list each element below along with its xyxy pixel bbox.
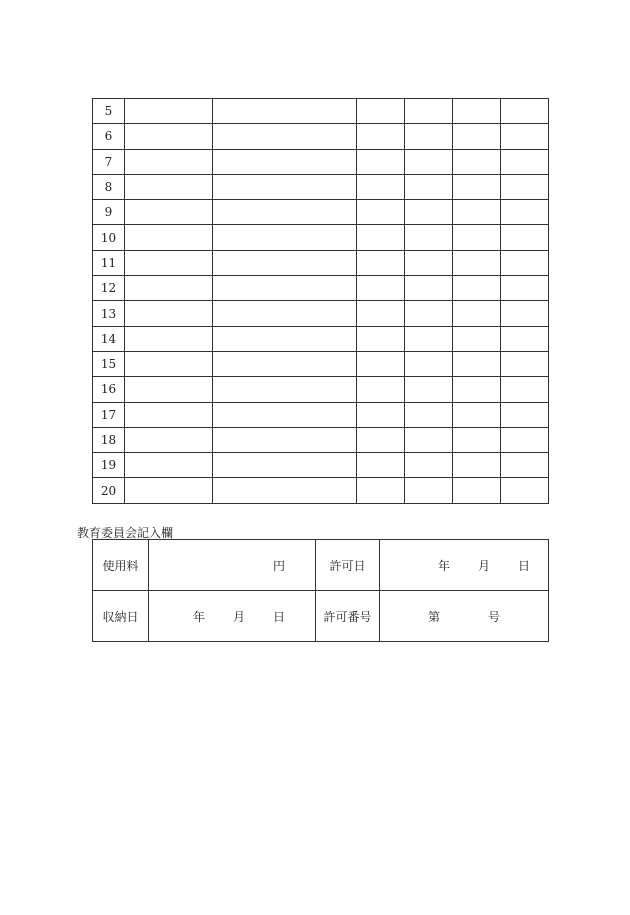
- entry-cell[interactable]: [357, 351, 405, 376]
- entry-cell[interactable]: [405, 326, 453, 351]
- entry-cell[interactable]: [213, 478, 357, 503]
- entry-cell[interactable]: [357, 301, 405, 326]
- entry-cell[interactable]: [405, 99, 453, 124]
- year-unit: 年: [192, 609, 205, 624]
- entry-cell[interactable]: [453, 326, 501, 351]
- entry-cell[interactable]: [405, 301, 453, 326]
- number-suffix: 号: [488, 609, 501, 624]
- permit-date-label: 許可日: [316, 540, 380, 591]
- row-number: 6: [93, 124, 125, 149]
- entry-cell[interactable]: [405, 276, 453, 301]
- table-row: [93, 402, 549, 427]
- entry-cell[interactable]: [501, 124, 549, 149]
- entry-cell[interactable]: [405, 453, 453, 478]
- table-row: [93, 225, 549, 250]
- entry-cell[interactable]: [125, 225, 213, 250]
- entry-cell[interactable]: [213, 427, 357, 452]
- entry-cell[interactable]: [125, 124, 213, 149]
- entry-cell[interactable]: [357, 402, 405, 427]
- usage-fee-label: 使用料: [93, 540, 149, 591]
- receipt-date-label: 収納日: [93, 591, 149, 642]
- row-number: 13: [93, 301, 125, 326]
- month-unit: 月: [232, 609, 245, 624]
- fee-row-1: [93, 540, 549, 591]
- entry-cell[interactable]: [453, 276, 501, 301]
- entry-cell[interactable]: [357, 225, 405, 250]
- entry-cell[interactable]: [501, 225, 549, 250]
- entry-cell[interactable]: [357, 124, 405, 149]
- entry-cell[interactable]: [213, 99, 357, 124]
- entry-cell[interactable]: [501, 402, 549, 427]
- entry-cell[interactable]: [453, 149, 501, 174]
- row-number: 14: [93, 326, 125, 351]
- entry-cell[interactable]: [357, 478, 405, 503]
- entry-cell[interactable]: [357, 200, 405, 225]
- entry-cell[interactable]: [405, 225, 453, 250]
- table-row: [93, 99, 549, 124]
- table-row: [93, 301, 549, 326]
- table-row: [93, 174, 549, 199]
- entry-cell[interactable]: [213, 453, 357, 478]
- entry-cell[interactable]: [501, 326, 549, 351]
- entry-cell[interactable]: [501, 478, 549, 503]
- entry-cell[interactable]: [453, 200, 501, 225]
- entry-cell[interactable]: [357, 250, 405, 275]
- fee-row-2: [93, 591, 549, 642]
- entry-cell[interactable]: [213, 276, 357, 301]
- entry-cell[interactable]: [357, 149, 405, 174]
- month-unit: 月: [477, 558, 490, 573]
- entry-cell[interactable]: [453, 453, 501, 478]
- row-number: 9: [93, 200, 125, 225]
- entry-cell[interactable]: [125, 99, 213, 124]
- row-number: 19: [93, 453, 125, 478]
- yen-unit: 円: [272, 558, 285, 573]
- section-title: 教育委員会記入欄: [77, 526, 174, 540]
- row-number: 10: [93, 225, 125, 250]
- entry-table: [92, 98, 549, 504]
- entry-cell[interactable]: [213, 402, 357, 427]
- entry-cell[interactable]: [357, 453, 405, 478]
- row-number: 7: [93, 149, 125, 174]
- usage-fee-field[interactable]: [149, 540, 316, 591]
- entry-cell[interactable]: [453, 377, 501, 402]
- permit-number-field[interactable]: [380, 591, 549, 642]
- entry-cell[interactable]: [405, 149, 453, 174]
- board-entry-table: [92, 539, 549, 642]
- entry-cell[interactable]: [405, 200, 453, 225]
- entry-cell[interactable]: [357, 427, 405, 452]
- permit-number-label: 許可番号: [316, 591, 380, 642]
- entry-cell[interactable]: [405, 377, 453, 402]
- entry-cell[interactable]: [453, 478, 501, 503]
- entry-cell[interactable]: [501, 427, 549, 452]
- entry-cell[interactable]: [213, 377, 357, 402]
- entry-table-body: [93, 99, 549, 504]
- table-row: [93, 427, 549, 452]
- entry-cell[interactable]: [125, 200, 213, 225]
- entry-cell[interactable]: [125, 326, 213, 351]
- table-row: [93, 453, 549, 478]
- entry-cell[interactable]: [501, 149, 549, 174]
- entry-cell[interactable]: [213, 301, 357, 326]
- entry-cell[interactable]: [125, 402, 213, 427]
- entry-cell[interactable]: [405, 402, 453, 427]
- entry-cell[interactable]: [501, 250, 549, 275]
- row-number: 15: [93, 351, 125, 376]
- year-unit: 年: [437, 558, 450, 573]
- entry-cell[interactable]: [125, 250, 213, 275]
- entry-cell[interactable]: [453, 402, 501, 427]
- row-number: 12: [93, 276, 125, 301]
- row-number: 17: [93, 402, 125, 427]
- table-row: [93, 200, 549, 225]
- entry-cell[interactable]: [357, 99, 405, 124]
- entry-cell[interactable]: [501, 200, 549, 225]
- entry-cell[interactable]: [453, 225, 501, 250]
- entry-cell[interactable]: [453, 427, 501, 452]
- row-number: 11: [93, 250, 125, 275]
- day-unit: 日: [272, 609, 285, 624]
- table-row: [93, 326, 549, 351]
- entry-cell[interactable]: [125, 276, 213, 301]
- entry-cell[interactable]: [213, 174, 357, 199]
- entry-cell[interactable]: [501, 453, 549, 478]
- entry-cell[interactable]: [125, 351, 213, 376]
- entry-cell[interactable]: [125, 301, 213, 326]
- entry-cell[interactable]: [125, 377, 213, 402]
- entry-cell[interactable]: [213, 200, 357, 225]
- row-number: 20: [93, 478, 125, 503]
- entry-cell[interactable]: [357, 326, 405, 351]
- entry-cell[interactable]: [453, 174, 501, 199]
- table-row: [93, 351, 549, 376]
- entry-cell[interactable]: [125, 427, 213, 452]
- entry-cell[interactable]: [453, 250, 501, 275]
- day-unit: 日: [517, 558, 530, 573]
- permit-date-field[interactable]: [380, 540, 549, 591]
- entry-cell[interactable]: [453, 351, 501, 376]
- entry-cell[interactable]: [357, 377, 405, 402]
- entry-cell[interactable]: [213, 326, 357, 351]
- table-row: [93, 149, 549, 174]
- entry-cell[interactable]: [405, 478, 453, 503]
- number-prefix: 第: [427, 609, 440, 624]
- entry-cell[interactable]: [357, 174, 405, 199]
- entry-cell[interactable]: [405, 351, 453, 376]
- entry-cell[interactable]: [213, 250, 357, 275]
- entry-cell[interactable]: [501, 276, 549, 301]
- receipt-date-field[interactable]: [149, 591, 316, 642]
- row-number: 16: [93, 377, 125, 402]
- row-number: 8: [93, 174, 125, 199]
- entry-cell[interactable]: [125, 149, 213, 174]
- entry-cell[interactable]: [453, 301, 501, 326]
- entry-cell[interactable]: [125, 453, 213, 478]
- entry-cell[interactable]: [405, 174, 453, 199]
- entry-cell[interactable]: [501, 351, 549, 376]
- row-number: 5: [93, 99, 125, 124]
- entry-cell[interactable]: [501, 377, 549, 402]
- table-row: [93, 276, 549, 301]
- entry-cell[interactable]: [125, 478, 213, 503]
- entry-cell[interactable]: [501, 174, 549, 199]
- entry-cell[interactable]: [405, 250, 453, 275]
- entry-cell[interactable]: [357, 276, 405, 301]
- entry-cell[interactable]: [213, 351, 357, 376]
- entry-cell[interactable]: [501, 99, 549, 124]
- entry-cell[interactable]: [213, 149, 357, 174]
- table-row: [93, 250, 549, 275]
- entry-cell[interactable]: [501, 301, 549, 326]
- row-number: 18: [93, 427, 125, 452]
- entry-cell[interactable]: [125, 174, 213, 199]
- entry-cell[interactable]: [213, 225, 357, 250]
- table-row: [93, 377, 549, 402]
- table-row: [93, 478, 549, 503]
- entry-cell[interactable]: [453, 99, 501, 124]
- entry-cell[interactable]: [213, 124, 357, 149]
- table-row: [93, 124, 549, 149]
- entry-cell[interactable]: [453, 124, 501, 149]
- entry-cell[interactable]: [405, 427, 453, 452]
- entry-cell[interactable]: [405, 124, 453, 149]
